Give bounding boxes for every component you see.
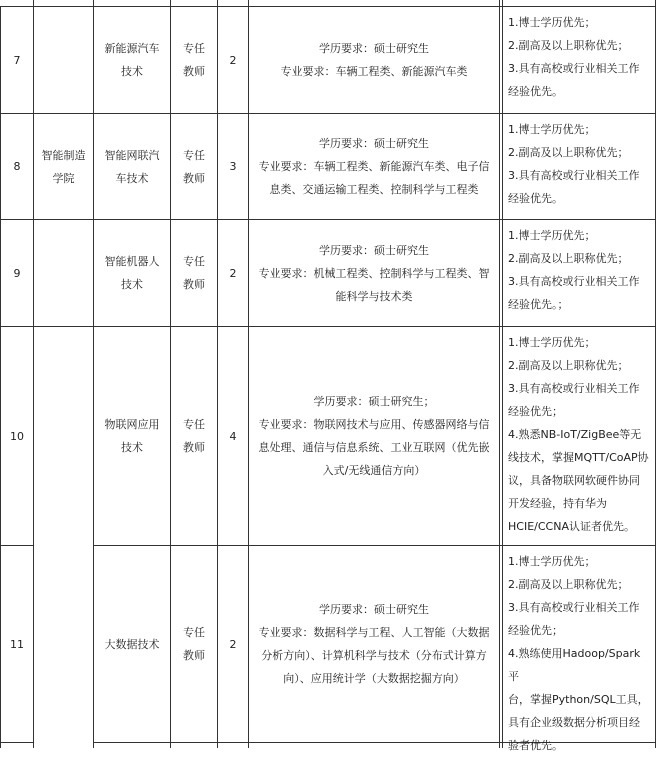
headcount: 4 bbox=[229, 429, 237, 443]
requirement-line: 息类、交通运输工程类、控制科学与工程类 bbox=[269, 183, 479, 196]
row-number: 9 bbox=[13, 266, 21, 280]
row-number: 7 bbox=[13, 53, 21, 67]
preference-line: 1.博士学历优先； bbox=[508, 229, 596, 242]
preference-line: 验者优先。 bbox=[508, 739, 563, 752]
preferences-cell bbox=[503, 546, 655, 752]
requirement-line: 学历要求：硕士研究生 bbox=[319, 243, 429, 257]
position-type: 专任教师 bbox=[183, 418, 205, 454]
headcount: 2 bbox=[229, 266, 237, 280]
preferences-cell bbox=[503, 7, 655, 113]
preference-line: 2.副高及以上职称优先； bbox=[508, 578, 629, 591]
position-type: 专任教师 bbox=[183, 626, 205, 662]
requirement-line: 入式/无线通信方向） bbox=[322, 464, 426, 477]
requirements-cell bbox=[249, 114, 499, 219]
preference-line: 2.副高及以上职称优先； bbox=[508, 359, 629, 372]
preference-line: 经验优先。； bbox=[508, 298, 569, 311]
preference-line: 4.熟练使用Hadoop/Spark平 bbox=[508, 647, 641, 683]
requirement-line: 学历要求：硕士研究生 bbox=[319, 603, 429, 616]
position-name: 智能机器人技术 bbox=[104, 255, 160, 291]
headcount: 3 bbox=[229, 160, 237, 173]
preference-line: 2.副高及以上职称优先； bbox=[508, 39, 629, 52]
requirement-line: 专业要求：车辆工程类、新能源汽车类 bbox=[280, 65, 468, 78]
row-border bbox=[93, 742, 656, 743]
preference-line: 1.博士学历优先； bbox=[508, 16, 596, 29]
requirement-line: 学历要求：硕士研究生 bbox=[319, 137, 429, 150]
college-cell bbox=[34, 114, 93, 219]
preference-line: 台，掌握Python/SQL工具， bbox=[508, 693, 649, 706]
college-name: 智能制造学院 bbox=[41, 148, 86, 185]
preference-line: 1.博士学历优先； bbox=[508, 336, 596, 349]
requirements-cell bbox=[249, 7, 499, 113]
col-border bbox=[499, 0, 500, 748]
requirement-line: 专业要求：机械工程类、控制科学与工程类、智 bbox=[258, 266, 490, 280]
preference-line: 2.副高及以上职称优先； bbox=[508, 252, 629, 265]
preference-line: 议，具备物联网软硬件协同 bbox=[508, 474, 640, 487]
row-border bbox=[0, 742, 33, 743]
preferences-cell bbox=[503, 114, 655, 219]
preference-line: 3.具有高校或行业相关工作 bbox=[508, 275, 640, 288]
requirement-line: 专业要求：数据科学与工程、人工智能（大数据 bbox=[258, 626, 490, 639]
preference-line: 经验优先； bbox=[508, 624, 563, 637]
requirement-line: 学历要求：硕士研究生； bbox=[313, 395, 435, 408]
row-number: 10 bbox=[10, 429, 24, 443]
requirement-line: 分析方向）、计算机科学与技术（分布式计算方 bbox=[261, 649, 487, 662]
preference-line: HCIE/CCNA认证者优先。 bbox=[508, 520, 635, 533]
row-number: 11 bbox=[10, 637, 24, 651]
preference-line: 开发经验，持有华为 bbox=[508, 497, 607, 510]
preferences-cell bbox=[503, 327, 655, 545]
preference-line: 具有企业级数据分析项目经 bbox=[508, 716, 640, 729]
position-name: 智能网联汽车技术 bbox=[104, 148, 160, 185]
preference-line: 3.具有高校或行业相关工作 bbox=[508, 601, 640, 614]
requirement-line: 息处理、通信与信息系统、工业互联网（优先嵌 bbox=[258, 441, 490, 454]
preference-line: 3.具有高校或行业相关工作 bbox=[508, 169, 640, 182]
requirement-line: 能科学与技术类 bbox=[335, 289, 413, 303]
requirements-cell bbox=[249, 546, 499, 742]
preference-line: 线技术，掌握MQTT/CoAP协 bbox=[508, 451, 649, 464]
preference-line: 经验优先； bbox=[508, 405, 563, 418]
position-type: 专任教师 bbox=[183, 42, 205, 78]
headcount: 2 bbox=[229, 53, 237, 67]
position-type: 专任教师 bbox=[183, 255, 205, 291]
requirement-line: 专业要求：物联网技术与应用、传感器网络与信 bbox=[258, 418, 490, 431]
row-number: 8 bbox=[13, 160, 21, 173]
col-border bbox=[33, 0, 34, 748]
preference-line: 1.博士学历优先； bbox=[508, 123, 596, 136]
preference-line: 2.副高及以上职称优先； bbox=[508, 146, 629, 159]
requirement-line: 专业要求：车辆工程类、新能源汽车类、电子信 bbox=[258, 160, 490, 173]
position-name: 物联网应用技术 bbox=[104, 418, 160, 454]
requirement-line: 学历要求：硕士研究生 bbox=[319, 42, 429, 55]
preference-line: 经验优先。 bbox=[508, 85, 563, 98]
position-type: 专任教师 bbox=[183, 148, 205, 185]
headcount: 2 bbox=[229, 637, 237, 651]
position-name: 大数据技术 bbox=[104, 637, 160, 651]
requirements-cell bbox=[249, 220, 499, 326]
requirements-cell bbox=[249, 327, 499, 545]
preference-line: 3.具有高校或行业相关工作 bbox=[508, 62, 640, 75]
preference-line: 经验优先。 bbox=[508, 192, 563, 205]
preference-line: 4.熟悉NB-IoT/ZigBee等无 bbox=[508, 428, 642, 441]
preferences-cell bbox=[503, 220, 655, 326]
position-name: 新能源汽车技术 bbox=[104, 42, 160, 78]
preference-line: 1.博士学历优先； bbox=[508, 555, 596, 568]
requirement-line: 向）、应用统计学（大数据挖掘方向） bbox=[283, 672, 465, 685]
preference-line: 3.具有高校或行业相关工作 bbox=[508, 382, 640, 395]
